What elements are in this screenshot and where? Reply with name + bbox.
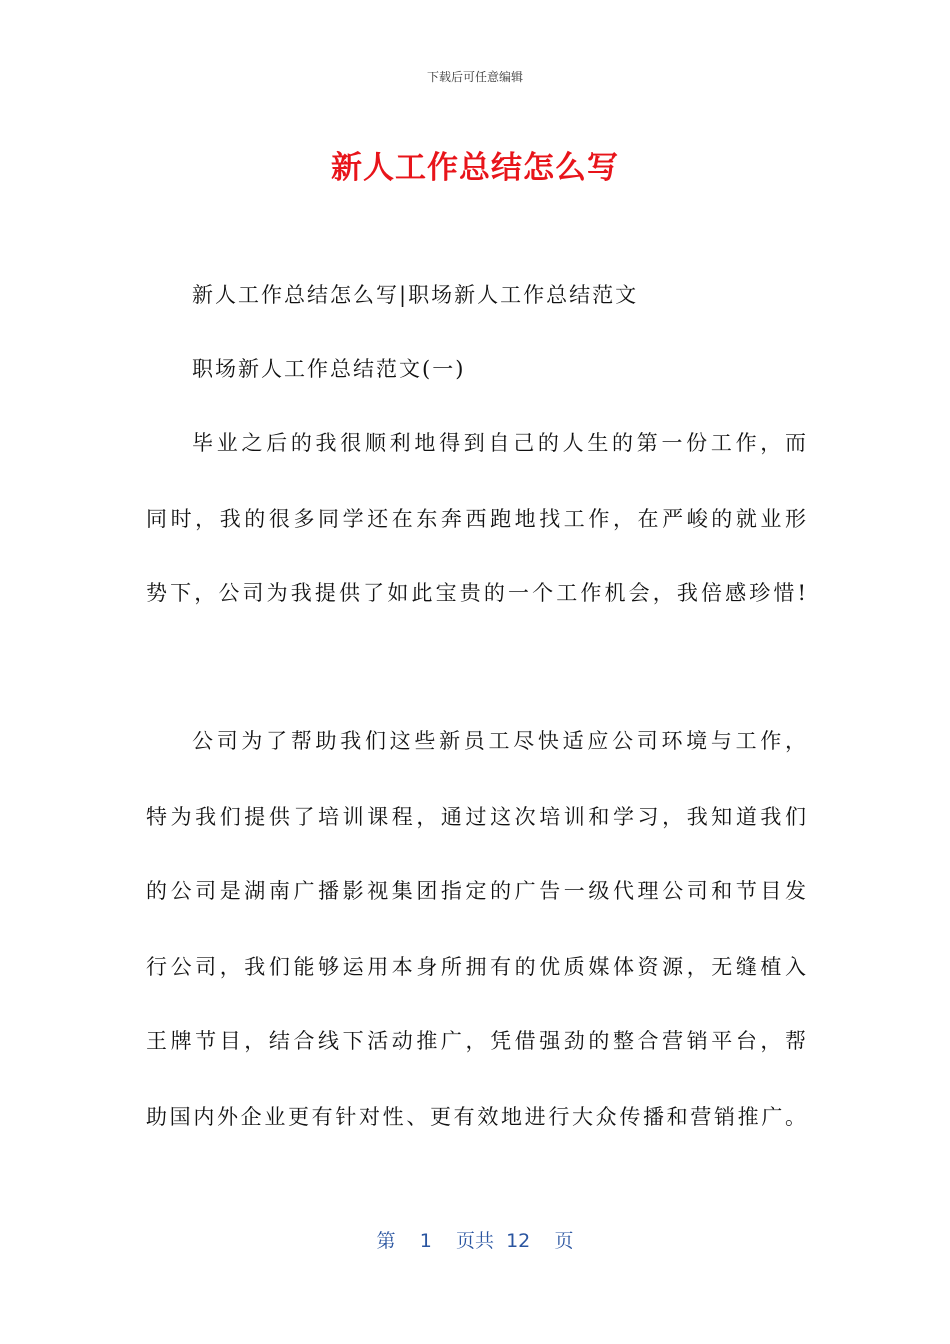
page-footer: [0, 1226, 950, 1253]
document-title: 新人工作总结怎么写: [331, 150, 619, 186]
paragraph-line: 行公司，我们能够运用本身所拥有的优质媒体资源，无缝植入: [146, 955, 806, 979]
header-note: 下载后可任意编辑: [426, 70, 523, 84]
paragraph-line: 特为我们提供了培训课程，通过这次培训和学习，我知道我们: [146, 805, 806, 829]
paragraph-line: 同时，我的很多同学还在东奔西跑地找工作，在严峻的就业形: [146, 507, 806, 531]
section-heading: 职场新人工作总结范文(一): [192, 357, 466, 381]
current-page-number: 1: [419, 1230, 432, 1252]
paragraph-line: 公司为了帮助我们这些新员工尽快适应公司环境与工作，: [192, 729, 806, 753]
paragraph-line: 毕业之后的我很顺利地得到自己的人生的第一份工作，而: [192, 431, 806, 455]
total-pages-number: 12: [506, 1230, 531, 1252]
subtitle: 新人工作总结怎么写|职场新人工作总结范文: [192, 283, 639, 307]
paragraph-line: 的公司是湖南广播影视集团指定的广告一级代理公司和节目发: [146, 879, 806, 903]
footer-middle: 页共: [455, 1230, 494, 1252]
paragraph-line: 助国内外企业更有针对性、更有效地进行大众传播和营销推广。: [146, 1105, 806, 1129]
paragraph-line: 王牌节目，结合线下活动推广，凭借强劲的整合营销平台，帮: [146, 1029, 806, 1053]
footer-prefix: 第: [376, 1230, 396, 1252]
footer-suffix: 页: [554, 1230, 574, 1252]
paragraph-line: 势下，公司为我提供了如此宝贵的一个工作机会，我倍感珍惜!: [146, 581, 806, 605]
